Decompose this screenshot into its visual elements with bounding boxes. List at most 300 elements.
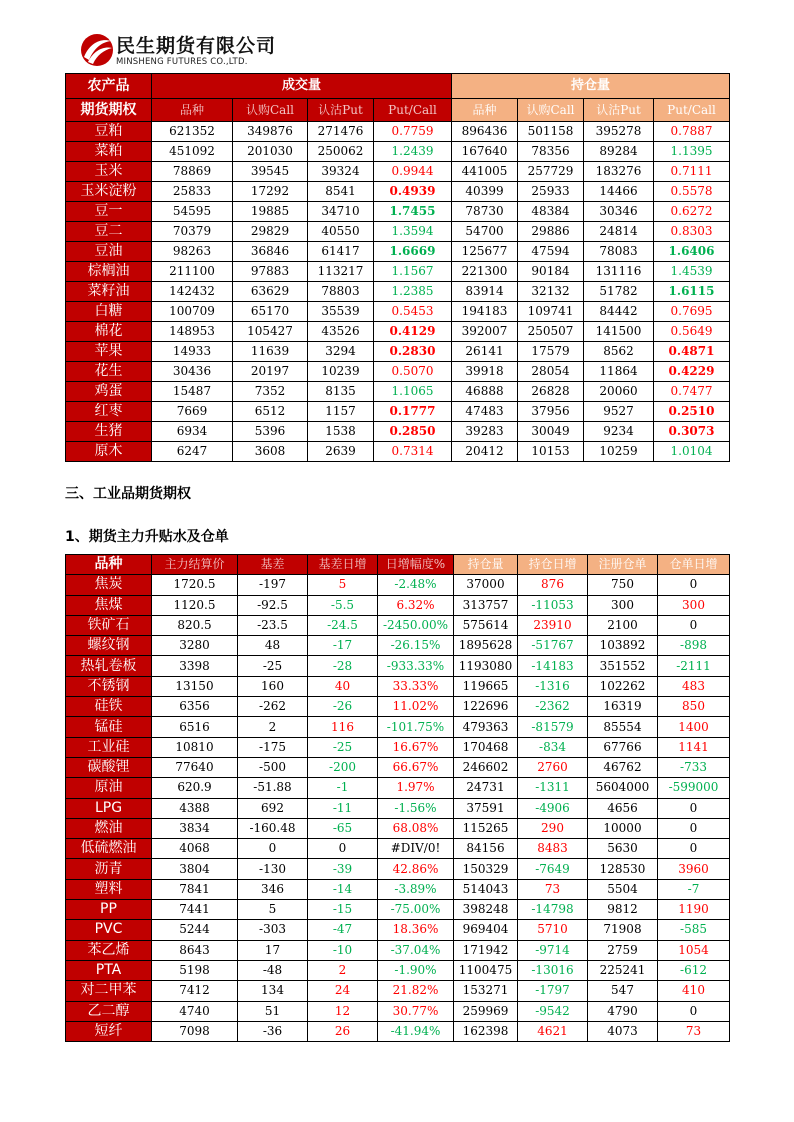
table-cell: 97883 — [233, 262, 308, 282]
table-row — [66, 342, 730, 362]
table-cell: 100709 — [152, 302, 233, 322]
table-cell: 3834 — [152, 818, 238, 838]
table-cell: 7098 — [152, 1021, 238, 1041]
table-cell: -41.94% — [378, 1021, 454, 1041]
table-cell: 17 — [238, 940, 308, 960]
table-cell: 1.1567 — [374, 262, 452, 282]
row-label: 玉米淀粉 — [66, 182, 152, 202]
table-cell: 153271 — [454, 981, 518, 1001]
row-label: 豆一 — [66, 202, 152, 222]
table-cell: 54595 — [152, 202, 233, 222]
table-cell: -75.00% — [378, 900, 454, 920]
table-cell: -175 — [238, 737, 308, 757]
table-cell: -834 — [518, 737, 588, 757]
table-cell: 0.9944 — [374, 162, 452, 182]
row-label: 棉花 — [66, 322, 152, 342]
table-cell: 105427 — [233, 322, 308, 342]
table-cell: 37591 — [454, 798, 518, 818]
table-cell: 5604000 — [588, 778, 658, 798]
table-cell: 47483 — [452, 402, 518, 422]
table-cell: 15487 — [152, 382, 233, 402]
table-cell: 11639 — [233, 342, 308, 362]
table-cell: 0.7111 — [654, 162, 730, 182]
table-cell: 5504 — [588, 879, 658, 899]
table-cell: -24.5 — [308, 615, 378, 635]
table-cell: -599000 — [658, 778, 730, 798]
section-title-industrial-options: 三、工业品期货期权 — [65, 486, 191, 502]
table-cell: 201030 — [233, 142, 308, 162]
table-cell: 750 — [588, 575, 658, 595]
table-cell: 3398 — [152, 656, 238, 676]
row-label: 焦炭 — [66, 575, 152, 595]
table-cell: 0.1777 — [374, 402, 452, 422]
table-cell: 8135 — [308, 382, 374, 402]
table-cell: -25 — [238, 656, 308, 676]
table-row — [66, 422, 730, 442]
table-row — [66, 222, 730, 242]
row-label: 沥青 — [66, 859, 152, 879]
table-cell: 67766 — [588, 737, 658, 757]
table-cell: 896436 — [452, 122, 518, 142]
table-cell: 48 — [238, 636, 308, 656]
table-cell: 313757 — [454, 595, 518, 615]
column-header: 认沽Put — [308, 99, 374, 122]
table-cell: 73 — [518, 879, 588, 899]
table-cell: 13150 — [152, 676, 238, 696]
column-header: 持仓量 — [454, 555, 518, 575]
table-cell: 7669 — [152, 402, 233, 422]
table-cell: 9234 — [584, 422, 654, 442]
table-row — [66, 242, 730, 262]
table-cell: 6356 — [152, 697, 238, 717]
table-cell: -37.04% — [378, 940, 454, 960]
table-cell: 142432 — [152, 282, 233, 302]
table-cell: 131116 — [584, 262, 654, 282]
column-header: 认购Call — [518, 99, 584, 122]
minsheng-logo-icon — [80, 30, 114, 70]
table-cell: -1797 — [518, 981, 588, 1001]
table-cell: 575614 — [454, 615, 518, 635]
table-cell: -14 — [308, 879, 378, 899]
row-label: 对二甲苯 — [66, 981, 152, 1001]
row-label: 菜籽油 — [66, 282, 152, 302]
table-cell: -17 — [308, 636, 378, 656]
table-cell: -4906 — [518, 798, 588, 818]
table-cell: 14933 — [152, 342, 233, 362]
table-cell: 54700 — [452, 222, 518, 242]
table-cell: 28054 — [518, 362, 584, 382]
table-cell: 1720.5 — [152, 575, 238, 595]
table-cell: 1157 — [308, 402, 374, 422]
table-cell: 20197 — [233, 362, 308, 382]
column-header: Put/Call — [374, 99, 452, 122]
table-cell: 84442 — [584, 302, 654, 322]
table-cell: 160 — [238, 676, 308, 696]
table-cell: 483 — [658, 676, 730, 696]
table-row — [66, 142, 730, 162]
table-cell: 441005 — [452, 162, 518, 182]
table-cell: 14466 — [584, 182, 654, 202]
table-cell: 10259 — [584, 442, 654, 462]
row-label: 豆粕 — [66, 122, 152, 142]
table-row — [66, 778, 730, 798]
table-cell: 17579 — [518, 342, 584, 362]
table-cell: 150329 — [454, 859, 518, 879]
table-cell: 5 — [238, 900, 308, 920]
table-cell: 0 — [658, 798, 730, 818]
table-cell: 351552 — [588, 656, 658, 676]
table-cell: 71908 — [588, 920, 658, 940]
table-cell: 211100 — [152, 262, 233, 282]
logo-english-name: MINSHENG FUTURES CO.,LTD. — [116, 57, 248, 67]
table-row — [66, 182, 730, 202]
table-cell: -11 — [308, 798, 378, 818]
table-cell: 876 — [518, 575, 588, 595]
table-cell: 70379 — [152, 222, 233, 242]
table-cell: 1141 — [658, 737, 730, 757]
table-cell: 125677 — [452, 242, 518, 262]
table-cell: 37000 — [454, 575, 518, 595]
table-cell: 1.2439 — [374, 142, 452, 162]
table-cell: -48 — [238, 960, 308, 980]
table-cell: 10153 — [518, 442, 584, 462]
corner-label-2: 期货期权 — [66, 99, 152, 122]
table-cell: 349876 — [233, 122, 308, 142]
table-cell: 78356 — [518, 142, 584, 162]
table-cell: 1193080 — [454, 656, 518, 676]
table-row — [66, 322, 730, 342]
table-cell: 2639 — [308, 442, 374, 462]
table-row — [66, 940, 730, 960]
table-cell: 34710 — [308, 202, 374, 222]
table-cell: 39324 — [308, 162, 374, 182]
table-cell: 51 — [238, 1001, 308, 1021]
table-cell: 39545 — [233, 162, 308, 182]
row-label: 工业硅 — [66, 737, 152, 757]
table-row — [66, 1001, 730, 1021]
table-cell: 10810 — [152, 737, 238, 757]
table-row — [66, 282, 730, 302]
table-cell: 0 — [658, 1001, 730, 1021]
table-cell: 98263 — [152, 242, 233, 262]
table-cell: -5.5 — [308, 595, 378, 615]
table-cell: 250507 — [518, 322, 584, 342]
table-row — [66, 737, 730, 757]
table-cell: 11.02% — [378, 697, 454, 717]
table-row — [66, 262, 730, 282]
row-label: 焦煤 — [66, 595, 152, 615]
table-cell: -51767 — [518, 636, 588, 656]
table-cell: 1190 — [658, 900, 730, 920]
row-label: PTA — [66, 960, 152, 980]
table-cell: 501158 — [518, 122, 584, 142]
table-cell: 0 — [308, 839, 378, 859]
industrial-basis-table — [65, 554, 730, 1042]
table-cell: -14798 — [518, 900, 588, 920]
table-cell: 20412 — [452, 442, 518, 462]
table-cell: -47 — [308, 920, 378, 940]
table-cell: 4656 — [588, 798, 658, 818]
table-cell: 3608 — [233, 442, 308, 462]
column-header: Put/Call — [654, 99, 730, 122]
table-cell: 43526 — [308, 322, 374, 342]
table-cell: 5 — [308, 575, 378, 595]
table-row — [66, 798, 730, 818]
table-cell: 171942 — [454, 940, 518, 960]
table-cell: -81579 — [518, 717, 588, 737]
table-cell: 0.6272 — [654, 202, 730, 222]
column-header: 仓单日增 — [658, 555, 730, 575]
table-cell: 0.2510 — [654, 402, 730, 422]
table-cell: -200 — [308, 757, 378, 777]
table-cell: 1.2385 — [374, 282, 452, 302]
row-label: 不锈钢 — [66, 676, 152, 696]
table-cell: 116 — [308, 717, 378, 737]
table-cell: 0 — [658, 575, 730, 595]
company-logo — [80, 30, 295, 72]
table-cell: 4068 — [152, 839, 238, 859]
row-label: 豆油 — [66, 242, 152, 262]
table-cell: 122696 — [454, 697, 518, 717]
table-cell: 0.7887 — [654, 122, 730, 142]
table-cell: 1400 — [658, 717, 730, 737]
table-cell: -2111 — [658, 656, 730, 676]
table-cell: 620.9 — [152, 778, 238, 798]
row-label: 短纤 — [66, 1021, 152, 1041]
table-cell: 78869 — [152, 162, 233, 182]
row-label: 铁矿石 — [66, 615, 152, 635]
table-cell: 9812 — [588, 900, 658, 920]
table-row — [66, 839, 730, 859]
table-cell: -23.5 — [238, 615, 308, 635]
table-cell: 162398 — [454, 1021, 518, 1041]
table-row — [66, 1021, 730, 1041]
table-cell: 66.67% — [378, 757, 454, 777]
table-cell: 621352 — [152, 122, 233, 142]
table-cell: 48384 — [518, 202, 584, 222]
table-cell: 346 — [238, 879, 308, 899]
table-cell: 26141 — [452, 342, 518, 362]
table-cell: 6516 — [152, 717, 238, 737]
table-cell: 271476 — [308, 122, 374, 142]
table-cell: 850 — [658, 697, 730, 717]
table-row — [66, 382, 730, 402]
table-row — [66, 697, 730, 717]
table-cell: 9527 — [584, 402, 654, 422]
table-cell: 4790 — [588, 1001, 658, 1021]
table-cell: 0.5070 — [374, 362, 452, 382]
table-row — [66, 757, 730, 777]
table-cell: -3.89% — [378, 879, 454, 899]
table-cell: 134 — [238, 981, 308, 1001]
table-row — [66, 162, 730, 182]
table-cell: -303 — [238, 920, 308, 940]
row-label: 原木 — [66, 442, 152, 462]
row-label: 菜粕 — [66, 142, 152, 162]
table-cell: -9714 — [518, 940, 588, 960]
row-label: 塑料 — [66, 879, 152, 899]
table-cell: -160.48 — [238, 818, 308, 838]
table-cell: 1.4539 — [654, 262, 730, 282]
table-cell: 30436 — [152, 362, 233, 382]
table-cell: 39918 — [452, 362, 518, 382]
table-cell: 0.5649 — [654, 322, 730, 342]
table-row — [66, 920, 730, 940]
table-cell: -101.75% — [378, 717, 454, 737]
table-cell: 46888 — [452, 382, 518, 402]
table-cell: 29886 — [518, 222, 584, 242]
table-cell: -585 — [658, 920, 730, 940]
table-cell: 16319 — [588, 697, 658, 717]
table-cell: -26.15% — [378, 636, 454, 656]
table-cell: -7649 — [518, 859, 588, 879]
table-cell: 4740 — [152, 1001, 238, 1021]
table-cell: 24814 — [584, 222, 654, 242]
table-cell: 42.86% — [378, 859, 454, 879]
row-label: PVC — [66, 920, 152, 940]
table-cell: 514043 — [454, 879, 518, 899]
table-cell: 68.08% — [378, 818, 454, 838]
table-cell: 969404 — [454, 920, 518, 940]
table-cell: 51782 — [584, 282, 654, 302]
table-cell: -612 — [658, 960, 730, 980]
table-cell: 1.1395 — [654, 142, 730, 162]
table-row — [66, 859, 730, 879]
table-cell: 36846 — [233, 242, 308, 262]
row-label: 玉米 — [66, 162, 152, 182]
table-cell: 5396 — [233, 422, 308, 442]
table-cell: 6.32% — [378, 595, 454, 615]
table-cell: 0 — [658, 615, 730, 635]
table-cell: 26828 — [518, 382, 584, 402]
column-header: 基差日增 — [308, 555, 378, 575]
table-cell: 1.0104 — [654, 442, 730, 462]
table-row — [66, 960, 730, 980]
row-label: 豆二 — [66, 222, 152, 242]
table-cell: 4621 — [518, 1021, 588, 1041]
table-cell: 221300 — [452, 262, 518, 282]
table-cell: 3280 — [152, 636, 238, 656]
table-cell: -39 — [308, 859, 378, 879]
table-cell: 61417 — [308, 242, 374, 262]
corner-label-1: 农产品 — [66, 74, 152, 99]
table-row — [66, 595, 730, 615]
table-cell: 19885 — [233, 202, 308, 222]
table-cell: 0.5453 — [374, 302, 452, 322]
table-cell: 29829 — [233, 222, 308, 242]
row-label: 生猪 — [66, 422, 152, 442]
table-cell: 0.7695 — [654, 302, 730, 322]
table-cell: -13016 — [518, 960, 588, 980]
row-label: 苯乙烯 — [66, 940, 152, 960]
table-cell: 300 — [588, 595, 658, 615]
table-cell: -26 — [308, 697, 378, 717]
table-cell: 65170 — [233, 302, 308, 322]
table-cell: -51.88 — [238, 778, 308, 798]
table-row — [66, 900, 730, 920]
row-label: 热轧卷板 — [66, 656, 152, 676]
table-cell: 128530 — [588, 859, 658, 879]
table-cell: 115265 — [454, 818, 518, 838]
table-cell: 32132 — [518, 282, 584, 302]
table-cell: 1.6115 — [654, 282, 730, 302]
table-cell: 1120.5 — [152, 595, 238, 615]
table-cell: #DIV/0! — [378, 839, 454, 859]
table-cell: 1.7455 — [374, 202, 452, 222]
table-cell: -2450.00% — [378, 615, 454, 635]
table-cell: 479363 — [454, 717, 518, 737]
table-cell: 2759 — [588, 940, 658, 960]
row-label: 白糖 — [66, 302, 152, 322]
table-cell: 0.2830 — [374, 342, 452, 362]
table-cell: 25933 — [518, 182, 584, 202]
table-cell: -933.33% — [378, 656, 454, 676]
table-cell: 90184 — [518, 262, 584, 282]
table-cell: 183276 — [584, 162, 654, 182]
table-cell: 246602 — [454, 757, 518, 777]
table-cell: 0.7314 — [374, 442, 452, 462]
table-cell: 8541 — [308, 182, 374, 202]
table-row — [66, 879, 730, 899]
table-cell: -7 — [658, 879, 730, 899]
table-cell: 2100 — [588, 615, 658, 635]
table-cell: 78083 — [584, 242, 654, 262]
table-cell: 392007 — [452, 322, 518, 342]
table-cell: 692 — [238, 798, 308, 818]
table-cell: 78730 — [452, 202, 518, 222]
row-label: 棕榈油 — [66, 262, 152, 282]
table-cell: 820.5 — [152, 615, 238, 635]
table-cell: 89284 — [584, 142, 654, 162]
table-cell: 83914 — [452, 282, 518, 302]
table-cell: 167640 — [452, 142, 518, 162]
table-cell: 5198 — [152, 960, 238, 980]
table-cell: 39283 — [452, 422, 518, 442]
table-cell: 5630 — [588, 839, 658, 859]
table-cell: -9542 — [518, 1001, 588, 1021]
table-cell: 47594 — [518, 242, 584, 262]
table-cell: 250062 — [308, 142, 374, 162]
table-cell: 10239 — [308, 362, 374, 382]
table-cell: 395278 — [584, 122, 654, 142]
table-cell: 0 — [658, 818, 730, 838]
table-cell: 8643 — [152, 940, 238, 960]
table-cell: 73 — [658, 1021, 730, 1041]
table-cell: 451092 — [152, 142, 233, 162]
table-cell: 7412 — [152, 981, 238, 1001]
table-cell: 40 — [308, 676, 378, 696]
table-cell: 547 — [588, 981, 658, 1001]
table-cell: 7352 — [233, 382, 308, 402]
row-label: 鸡蛋 — [66, 382, 152, 402]
table-row — [66, 202, 730, 222]
table-cell: 20060 — [584, 382, 654, 402]
table-cell: 0.4129 — [374, 322, 452, 342]
table-cell: 1.6669 — [374, 242, 452, 262]
table-cell: 30049 — [518, 422, 584, 442]
table-cell: 1.97% — [378, 778, 454, 798]
table-cell: 109741 — [518, 302, 584, 322]
table-cell: 11864 — [584, 362, 654, 382]
table-cell: -11053 — [518, 595, 588, 615]
table-cell: 78803 — [308, 282, 374, 302]
table-cell: -130 — [238, 859, 308, 879]
table-cell: 0.4871 — [654, 342, 730, 362]
column-header: 基差 — [238, 555, 308, 575]
table-cell: 35539 — [308, 302, 374, 322]
table-cell: -1316 — [518, 676, 588, 696]
table-cell: 1538 — [308, 422, 374, 442]
